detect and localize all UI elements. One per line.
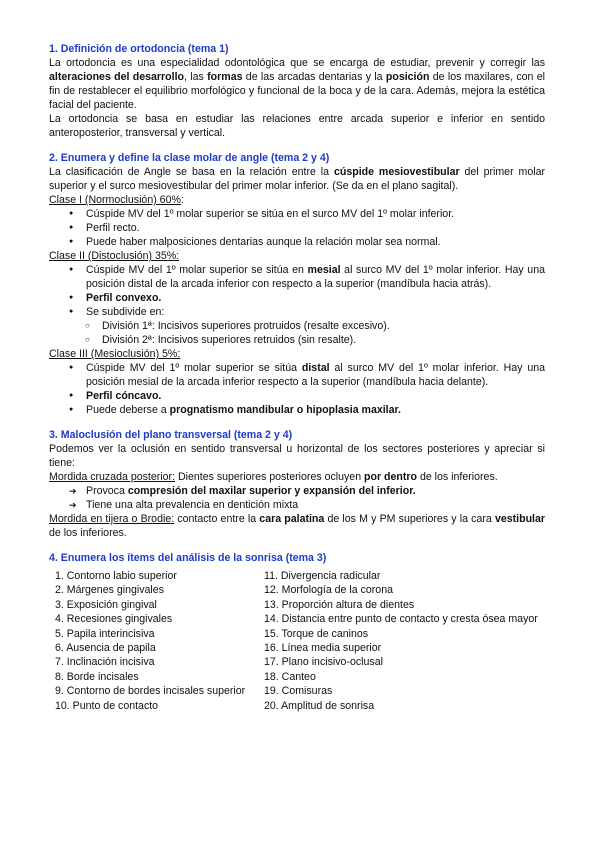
items-column-2 (264, 569, 538, 713)
section-2-title: 2. Enumera y define la clase molar de angle (tema 2 y 4) (49, 152, 330, 164)
arrow-item: ➔ Provoca compresión del maxilar superior y expansión del inferior. (69, 484, 545, 498)
item: 8. Borde incisales (55, 670, 139, 683)
item: 13. Proporción altura de dientes (264, 598, 415, 611)
paragraph: La ortodoncia se basa en estudiar las relaciones entre arcada superior e inferior en sentido anteroposterior, transversal y vertical. (49, 113, 545, 139)
items-columns (49, 569, 545, 713)
item: 15. Torque de caninos (264, 627, 369, 640)
item: 2. Márgenes gingivales (55, 584, 164, 597)
section-sonrisa (49, 551, 545, 713)
item: 5. Papila interincisiva (55, 627, 155, 640)
clase-2-heading: Clase II (Distoclusión) 35%: (49, 250, 180, 262)
item: 3. Exposición gingival (55, 598, 157, 611)
item: 1. Contorno labio superior (55, 570, 177, 582)
item: 14. Distancia entre punto de contacto y cresta ósea mayor (264, 613, 538, 626)
item: 16. Línea media superior (264, 642, 382, 655)
clase-2-list (49, 263, 545, 319)
mordida-tijera-paragraph: Mordida en tijera o Brodie: contacto entre la cara palatina de los M y PM superiores y la cara vestibular de los inferiores. (49, 513, 545, 539)
paragraph: La clasificación de Angle se basa en la relación entre la cúspide mesiovestibular del primer molar superior y el surco mesiovestibular del primer molar inferior. (Se da en el plano sagital). (49, 166, 546, 192)
item: 12. Morfología de la corona (264, 584, 393, 597)
mordida-cruzada-paragraph: Mordida cruzada posterior: Dientes superiores posteriores ocluyen por dentro de los inferiores. (49, 471, 498, 483)
item: 4. Recesiones gingivales (55, 613, 173, 626)
item: 10. Punto de contacto (55, 699, 159, 712)
list-item: ● Perfil convexo. (69, 291, 545, 305)
paragraph: Podemos ver la oclusión en sentido transversal u horizontal de los sectores posteriores y apreciar si tiene: (49, 443, 545, 469)
sub-list-item: ○ División 2ª: Incisivos superiores retruidos (sin resalte). (85, 333, 545, 347)
arrow-item: ➔ Tiene una alta prevalencia en dentición mixta (69, 498, 545, 512)
list-item: ● Perfil recto. (69, 221, 545, 235)
list-item: ● Puede deberse a prognatismo mandibular o hipoplasia maxilar. (69, 403, 545, 417)
sub-list-item: ○ División 1ª: Incisivos superiores protruidos (resalte excesivo). (85, 319, 545, 333)
clase-1-heading: Clase I (Normoclusión) 60%: (49, 194, 184, 206)
item: 9. Contorno de bordes incisales superior (55, 685, 246, 698)
arrow-list (49, 484, 545, 512)
list-item: ● Perfil cóncavo. (69, 389, 545, 403)
section-4-title: 4. Enumera los ítems del análisis de la sonrisa (tema 3) (49, 552, 327, 564)
clase-3-list (49, 361, 545, 417)
item: 19. Comisuras (264, 685, 333, 698)
item: 7. Inclinación incisiva (55, 656, 155, 669)
item: 17. Plano incisivo-oclusal (264, 656, 383, 669)
section-transversal (49, 428, 545, 540)
list-item: ● Cúspide MV del 1º molar superior se sitúa en el surco MV del 1º molar inferior. (69, 207, 545, 221)
clase-3-heading: Clase III (Mesioclusión) 5%: (49, 348, 181, 360)
section-definicion (49, 42, 545, 140)
section-1-title: 1. Definición de ortodoncia (tema 1) (49, 43, 229, 55)
list-item: ● Se subdivide en: (69, 305, 545, 319)
section-3-title: 3. Maloclusión del plano transversal (tema 2 y 4) (49, 429, 293, 441)
document-page (49, 42, 545, 724)
paragraph: La ortodoncia es una especialidad odontológica que se encarga de estudiar, prevenir y corregir las alteraciones del desarrollo, las formas de las arcadas dentarias y la posición de los maxilares, con el fin de restablecer el equilibrio morfológico y funcional de la boca y de la cara. Además, mejora la estética facial del paciente. (49, 57, 545, 111)
item: 18. Canteo (264, 670, 316, 683)
list-item: ● Cúspide MV del 1º molar superior se sitúa distal al surco MV del 1º molar inferior. Hay una posición mesial de la arcada inferior respecto a la superior (mandíbula hacia delante). (69, 361, 545, 389)
section-clase-molar (49, 151, 545, 417)
item: 20. Amplitud de sonrisa (264, 699, 375, 712)
list-item: ● Cúspide MV del 1º molar superior se sitúa en mesial al surco MV del 1º molar inferior. Hay una posición distal de la arcada inferior con respecto a la superior (mandíbula hacia atrás). (69, 263, 545, 291)
items-column-1 (49, 569, 264, 713)
item: 6. Ausencia de papila (55, 642, 156, 655)
item: 11. Divergencia radicular (264, 570, 381, 582)
clase-1-list (49, 207, 545, 249)
clase-2-sublist (49, 319, 545, 347)
list-item: ● Puede haber malposiciones dentarias aunque la relación molar sea normal. (69, 235, 545, 249)
